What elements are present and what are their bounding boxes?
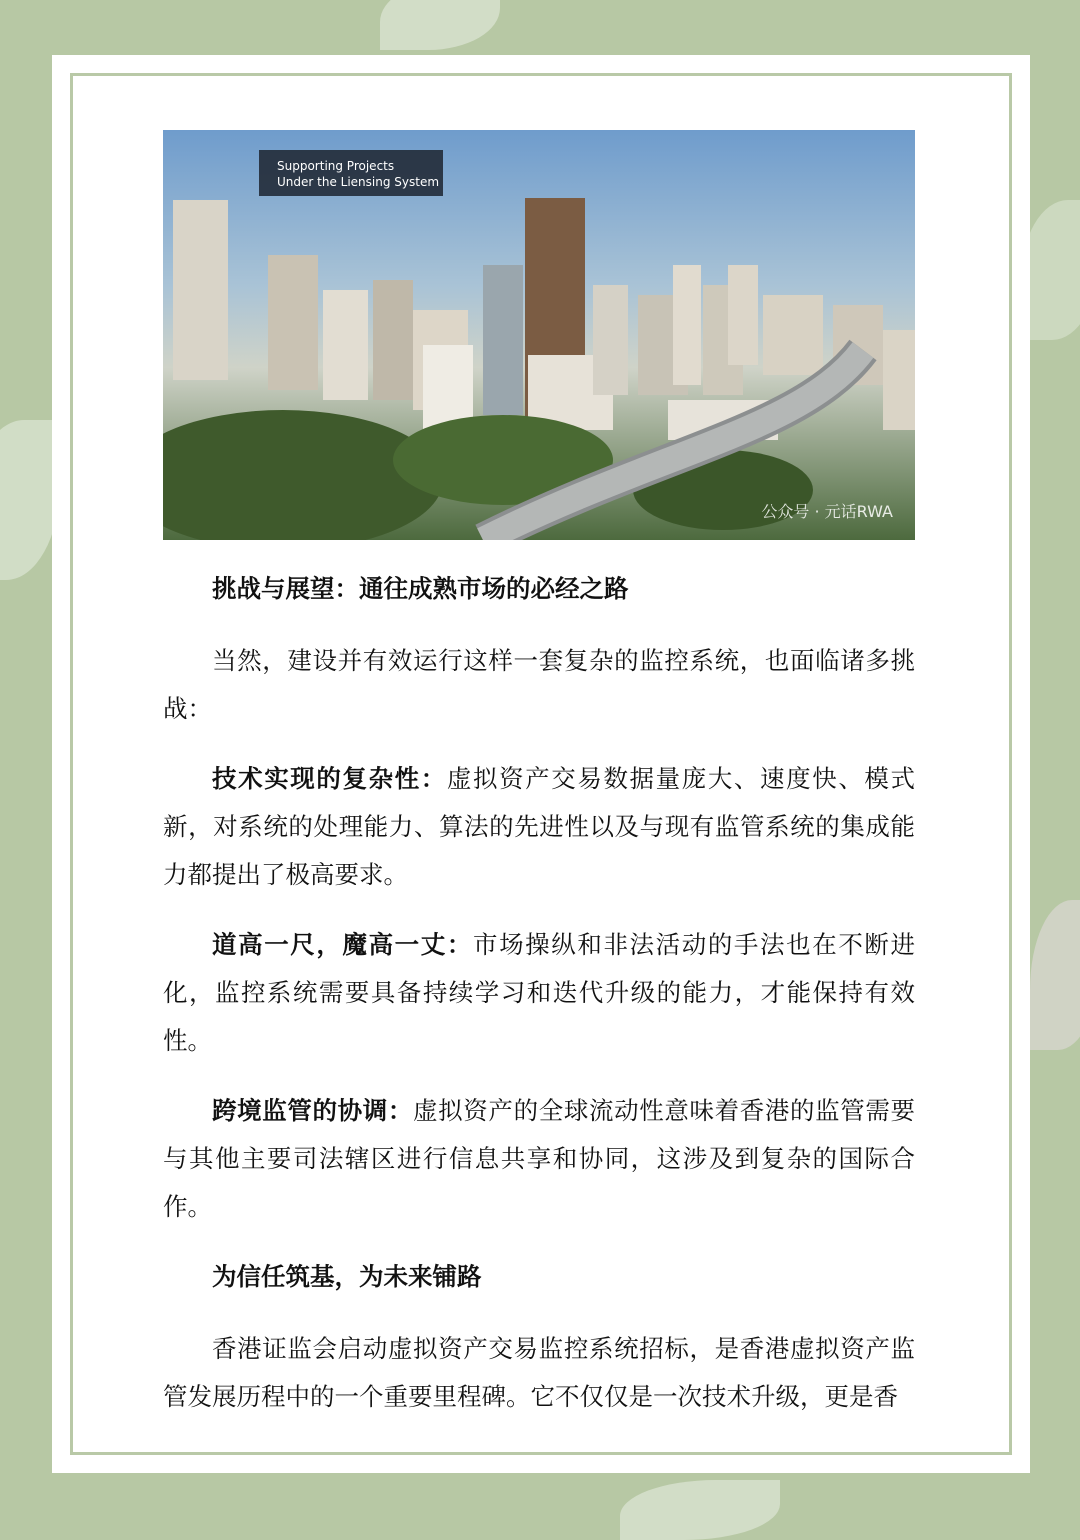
- leaf-decoration: [1030, 900, 1080, 1050]
- challenge-item-label: 道高一尺，魔高一丈：: [212, 930, 473, 959]
- photo-tag-line1: Supporting Projects: [277, 159, 395, 173]
- challenge-item-label: 跨境监管的协调：: [212, 1096, 414, 1125]
- challenge-item-text: 虚拟资产的全球流动性意味着香港的监管需要与其他主要司法辖区进行信息共享和协同，这涉及到复杂的国际合作。: [163, 1096, 916, 1221]
- article-card: [52, 55, 1030, 1473]
- watermark-text: 公众号 · 元话RWA: [761, 502, 893, 521]
- challenge-item-text: 虚拟资产交易数据量庞大、速度快、模式新，对系统的处理能力、算法的先进性以及与现有监管系统的集成能力都提出了极高要求。: [163, 764, 916, 889]
- city-skyline-photo: [163, 130, 915, 540]
- leaf-decoration: [620, 1480, 780, 1540]
- section-heading-challenges: 挑战与展望：通往成熟市场的必经之路: [212, 574, 629, 603]
- challenge-item: [163, 921, 915, 1065]
- challenge-item-text: 市场操纵和非法活动的手法也在不断进化，监控系统需要具备持续学习和迭代升级的能力，才能保持有效性。: [163, 930, 916, 1055]
- leaf-decoration: [0, 420, 60, 580]
- photo-caption-tag: [259, 150, 443, 196]
- challenge-item: [163, 755, 915, 899]
- photo-tag-line2: Under the Liensing System: [277, 175, 440, 189]
- leaf-decoration: [380, 0, 500, 50]
- section-heading-trust: 为信任筑基，为未来铺路: [212, 1262, 482, 1291]
- article-body: [163, 565, 915, 1443]
- closing-paragraph: 香港证监会启动虚拟资产交易监控系统招标，是香港虚拟资产监管发展历程中的一个重要里程碑。它不仅仅是一次技术升级，更是香: [163, 1334, 915, 1411]
- challenge-item-label: 技术实现的复杂性：: [212, 764, 447, 793]
- challenge-item: [163, 1087, 915, 1231]
- intro-paragraph: 当然，建设并有效运行这样一套复杂的监控系统，也面临诸多挑战：: [163, 646, 915, 723]
